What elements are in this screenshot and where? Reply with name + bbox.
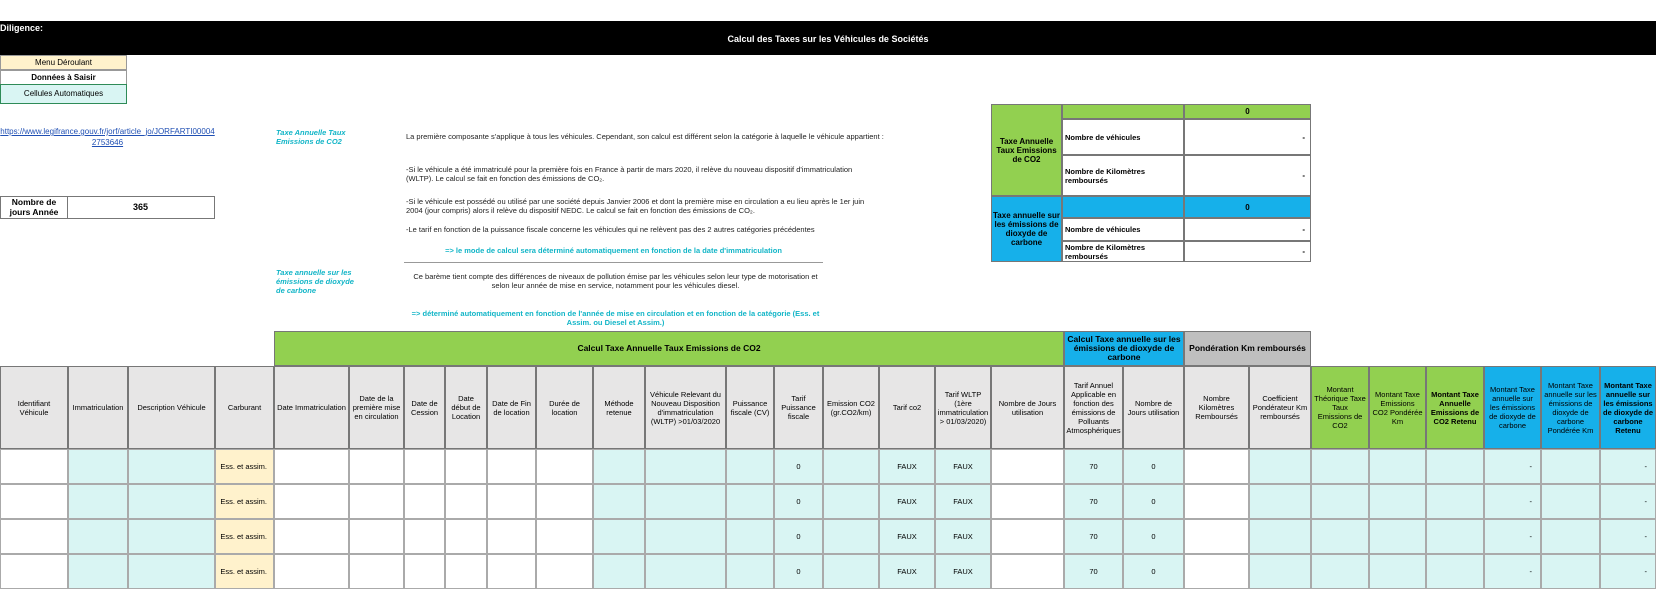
column-header[interactable]: Tarif Puissance fiscale [774, 366, 823, 449]
note-co2-intro: La première composante s'applique à tous les véhicules. Cependant, son calcul est différent selon la catégorie à laquelle le véhicule appartient : [406, 132, 884, 141]
table-cell[interactable] [349, 519, 404, 554]
table-cell[interactable] [1184, 554, 1249, 589]
table-cell[interactable]: 0 [774, 519, 823, 554]
table-cell[interactable] [1541, 484, 1600, 519]
table-cell[interactable] [593, 449, 645, 484]
table-cell[interactable] [0, 484, 68, 519]
table-cell[interactable] [823, 554, 879, 589]
table-cell[interactable] [1311, 519, 1369, 554]
column-header[interactable]: Carburant [215, 366, 274, 449]
column-header[interactable]: Durée de location [536, 366, 593, 449]
table-cell[interactable]: 0 [774, 554, 823, 589]
table-cell[interactable]: FAUX [879, 554, 935, 589]
table-cell[interactable] [128, 484, 215, 519]
table-cell[interactable]: Ess. et assim. [215, 449, 274, 484]
legifrance-link[interactable] [0, 126, 215, 148]
table-cell[interactable] [1369, 554, 1426, 589]
note-wltp: -Si le véhicule a été immatriculé pour la première fois en France à partir de mars 2020, il relève du nouveau dispositif d'immatriculation (WLTP). Le calcul se fait en fonction des émissions de CO₂. [406, 165, 853, 183]
table-cell[interactable] [0, 554, 68, 589]
table-cell[interactable]: 0 [1123, 554, 1184, 589]
table-cell[interactable] [593, 554, 645, 589]
summary-co2-nb-label: Nombre de véhicules [1062, 119, 1184, 155]
table-cell[interactable] [991, 449, 1064, 484]
column-header[interactable]: Puissance fiscale (CV) [726, 366, 774, 449]
table-cell[interactable] [1249, 449, 1311, 484]
table-cell[interactable] [487, 554, 536, 589]
legifrance-link-text[interactable]: https://www.legifrance.gouv.fr/jorf/article_jo/JORFARTI000042753646 [0, 127, 215, 147]
column-header[interactable]: Description Véhicule [128, 366, 215, 449]
table-cell[interactable]: FAUX [935, 484, 991, 519]
table-cell[interactable] [726, 449, 774, 484]
table-cell[interactable] [823, 484, 879, 519]
legend-menu-deroulant[interactable]: Menu Déroulant [0, 55, 127, 70]
table-cell[interactable]: 70 [1064, 484, 1123, 519]
table-cell[interactable]: - [1484, 519, 1541, 554]
table-cell[interactable] [404, 484, 445, 519]
column-header[interactable]: Véhicule Relevant du Nouveau Disposition d'immatriculation (WLTP) >01/03/2020 [645, 366, 726, 449]
table-cell[interactable] [536, 519, 593, 554]
column-header[interactable]: Montant Taxe Annuelle Emissions de CO2 Retenu [1426, 366, 1484, 449]
days-per-year [0, 196, 215, 219]
table-cell[interactable] [487, 484, 536, 519]
note-carbone-auto: => déterminé automatiquement en fonction de l'année de mise en circulation et en fonction de la catégorie (Ess. et Assim. ou Diesel et Assim.) [411, 309, 820, 327]
table-cell[interactable] [1426, 554, 1484, 589]
group-header-km: Pondération Km remboursés [1184, 331, 1311, 366]
table-cell[interactable]: FAUX [879, 519, 935, 554]
table-cell[interactable] [991, 554, 1064, 589]
table-cell[interactable] [274, 519, 349, 554]
table-cell[interactable] [404, 519, 445, 554]
table-cell[interactable] [726, 554, 774, 589]
table-cell[interactable]: 0 [1123, 519, 1184, 554]
table-cell[interactable] [487, 519, 536, 554]
table-cell[interactable]: - [1600, 554, 1656, 589]
table-cell[interactable] [1249, 554, 1311, 589]
note-nedc: -Si le véhicule est possédé ou utilisé par une société depuis Janvier 2006 et dont la première mise en circulation a eu lieu après le 1er juin 2004 (jour compris) alors il relève du dispositif NEDC. Le calcul se fait en fonction des émissions de CO₂. [406, 197, 865, 215]
table-cell[interactable] [645, 484, 726, 519]
table-cell[interactable] [1426, 519, 1484, 554]
column-header[interactable]: Tarif Annuel Applicable en fonction des émissions de Polluants Atmosphériques [1064, 366, 1123, 449]
table-cell[interactable]: - [1600, 519, 1656, 554]
table-cell[interactable] [991, 519, 1064, 554]
table-cell[interactable]: 0 [774, 484, 823, 519]
column-header[interactable]: Identifiant Véhicule [0, 366, 68, 449]
days-value[interactable]: 365 [132, 202, 149, 212]
table-cell[interactable] [445, 449, 487, 484]
table-cell[interactable]: 0 [1123, 484, 1184, 519]
column-header[interactable]: Date Immatriculation [274, 366, 349, 449]
group-header-co2: Calcul Taxe Annuelle Taux Emissions de CO2 [274, 331, 1064, 366]
table-cell[interactable] [1541, 449, 1600, 484]
table-cell[interactable] [68, 519, 128, 554]
table-cell[interactable]: - [1484, 449, 1541, 484]
table-cell[interactable]: FAUX [935, 519, 991, 554]
summary-co2-label: Taxe Annuelle Taux Emissions de CO2 [991, 104, 1062, 196]
table-cell[interactable] [1369, 449, 1426, 484]
table-cell[interactable] [823, 449, 879, 484]
title-bar [0, 21, 1656, 55]
summary-carbone-km-label: Nombre de Kilomètres remboursés [1062, 241, 1184, 262]
table-cell[interactable]: - [1484, 554, 1541, 589]
table-cell[interactable] [1541, 519, 1600, 554]
table-cell[interactable] [1249, 519, 1311, 554]
summary-carbone-label: Taxe annuelle sur les émissions de dioxyde de carbone [991, 196, 1062, 262]
table-cell[interactable]: Ess. et assim. [215, 484, 274, 519]
table-cell[interactable] [536, 554, 593, 589]
table-cell[interactable] [1311, 554, 1369, 589]
column-header[interactable]: Montant Taxe Emissions CO2 Pondérée Km [1369, 366, 1426, 449]
column-header[interactable]: Immatriculation [68, 366, 128, 449]
summary-carbone-nb-value: - [1184, 218, 1311, 241]
summary-carbone-nb-label: Nombre de véhicules [1062, 218, 1184, 241]
table-cell[interactable] [128, 449, 215, 484]
column-header[interactable]: Montant Taxe annuelle sur les émissions de dioxyde de carbone [1484, 366, 1541, 449]
table-cell[interactable] [593, 519, 645, 554]
table-cell[interactable]: - [1600, 449, 1656, 484]
summary-carbone-total: 0 [1184, 196, 1311, 218]
table-cell[interactable] [1541, 554, 1600, 589]
table-cell[interactable] [726, 519, 774, 554]
summary-co2-nb-value: - [1184, 119, 1311, 155]
table-cell[interactable]: 0 [1123, 449, 1184, 484]
notes-separator [404, 262, 823, 263]
table-cell[interactable]: 70 [1064, 554, 1123, 589]
table-cell[interactable]: Ess. et assim. [215, 519, 274, 554]
column-header[interactable]: Tarif WLTP (1ère immatriculation > 01/03/2020) [935, 366, 991, 449]
column-header[interactable]: Date de Cession [404, 366, 445, 449]
legend-cellules-automatiques[interactable]: Cellules Automatiques [0, 84, 127, 104]
table-cell[interactable]: 70 [1064, 519, 1123, 554]
table-cell[interactable]: - [1600, 484, 1656, 519]
table-cell[interactable] [0, 519, 68, 554]
table-cell[interactable] [128, 519, 215, 554]
note-auto-mode: => le mode de calcul sera déterminé automatiquement en fonction de la date d'immatriculation [445, 246, 782, 255]
table-cell[interactable] [274, 554, 349, 589]
table-cell[interactable] [1184, 449, 1249, 484]
table-cell[interactable]: FAUX [935, 554, 991, 589]
table-cell[interactable] [991, 484, 1064, 519]
table-cell[interactable] [349, 449, 404, 484]
table-cell[interactable]: FAUX [935, 449, 991, 484]
days-label: Nombre de jours Année [1, 197, 68, 218]
table-cell[interactable] [1369, 519, 1426, 554]
summary-carbone-km-value: - [1184, 241, 1311, 262]
column-header[interactable]: Montant Théorique Taxe Taux Emissions de CO2 [1311, 366, 1369, 449]
table-cell[interactable] [487, 449, 536, 484]
table-cell[interactable] [1426, 484, 1484, 519]
table-cell[interactable] [445, 519, 487, 554]
table-cell[interactable]: Ess. et assim. [215, 554, 274, 589]
table-cell[interactable] [404, 449, 445, 484]
table-cell[interactable] [445, 554, 487, 589]
table-cell[interactable]: 70 [1064, 449, 1123, 484]
table-cell[interactable] [68, 484, 128, 519]
table-cell[interactable] [726, 484, 774, 519]
table-cell[interactable] [445, 484, 487, 519]
summary-co2-header-spacer [1062, 104, 1184, 119]
table-cell[interactable] [68, 449, 128, 484]
table-cell[interactable] [1184, 519, 1249, 554]
column-header[interactable]: Montant Taxe annuelle sur les émissions de dioxyde de carbone Pondérée Km [1541, 366, 1600, 449]
table-cell[interactable] [1311, 449, 1369, 484]
table-cell[interactable] [1184, 484, 1249, 519]
diligence-label: Diligence: [0, 23, 44, 33]
column-header[interactable]: Méthode retenue [593, 366, 645, 449]
summary-co2-km-value: - [1184, 155, 1311, 196]
table-cell[interactable] [128, 554, 215, 589]
table-cell[interactable] [645, 554, 726, 589]
table-cell[interactable] [645, 449, 726, 484]
column-header[interactable]: Date de la première mise en circulation [349, 366, 404, 449]
table-cell[interactable] [536, 449, 593, 484]
table-cell[interactable] [0, 449, 68, 484]
table-cell[interactable] [1426, 449, 1484, 484]
summary-carbone-header-spacer [1062, 196, 1184, 218]
table-cell[interactable] [593, 484, 645, 519]
column-header[interactable]: Montant Taxe annuelle sur les émissions de dioxyde de carbone Retenu [1600, 366, 1656, 449]
table-cell[interactable] [274, 449, 349, 484]
column-header[interactable]: Nombre de Jours utilisation [991, 366, 1064, 449]
table-cell[interactable] [349, 554, 404, 589]
column-header[interactable]: Date de Fin de location [487, 366, 536, 449]
column-header[interactable]: Tarif co2 [879, 366, 935, 449]
table-cell[interactable]: FAUX [879, 449, 935, 484]
table-cell[interactable] [404, 554, 445, 589]
table-cell[interactable] [536, 484, 593, 519]
table-cell[interactable] [645, 519, 726, 554]
sheet-title: Calcul des Taxes sur les Véhicules de Sociétés [727, 34, 929, 44]
table-cell[interactable] [1311, 484, 1369, 519]
column-header[interactable]: Emission CO2 (gr.CO2/km) [823, 366, 879, 449]
column-header[interactable]: Nombre Kilomètres Remboursés [1184, 366, 1249, 449]
table-cell[interactable] [274, 484, 349, 519]
table-cell[interactable] [68, 554, 128, 589]
table-cell[interactable]: FAUX [879, 484, 935, 519]
note-puissance: -Le tarif en fonction de la puissance fiscale concerne les véhicules qui ne relèvent pas des 2 autres catégories précédentes [406, 225, 815, 234]
column-header[interactable]: Nombre de Jours utilisation [1123, 366, 1184, 449]
group-header-carbone: Calcul Taxe annuelle sur les émissions de dioxyde de carbone [1064, 331, 1184, 366]
table-cell[interactable] [1369, 484, 1426, 519]
table-cell[interactable]: 0 [774, 449, 823, 484]
note-co2-title: Taxe Annuelle Taux Emissions de CO2 [276, 128, 346, 146]
summary-co2-km-label: Nombre de Kilomètres remboursés [1062, 155, 1184, 196]
table-cell[interactable] [349, 484, 404, 519]
table-cell[interactable] [823, 519, 879, 554]
legend-donnees-a-saisir[interactable]: Données à Saisir [0, 70, 127, 85]
note-carbone-desc: Ce barème tient compte des différences de niveaux de pollution émise par les véhicules selon leur type de motorisation et selon leur année de mise en service, notamment pour les véhicules diesel. [413, 272, 818, 290]
summary-co2-total: 0 [1184, 104, 1311, 119]
table-cell[interactable]: - [1484, 484, 1541, 519]
table-cell[interactable] [1249, 484, 1311, 519]
note-carbone-title: Taxe annuelle sur les émissions de dioxyde de carbone [276, 268, 354, 295]
column-header[interactable]: Coefficient Pondérateur Km remboursés [1249, 366, 1311, 449]
column-header[interactable]: Date début de Location [445, 366, 487, 449]
